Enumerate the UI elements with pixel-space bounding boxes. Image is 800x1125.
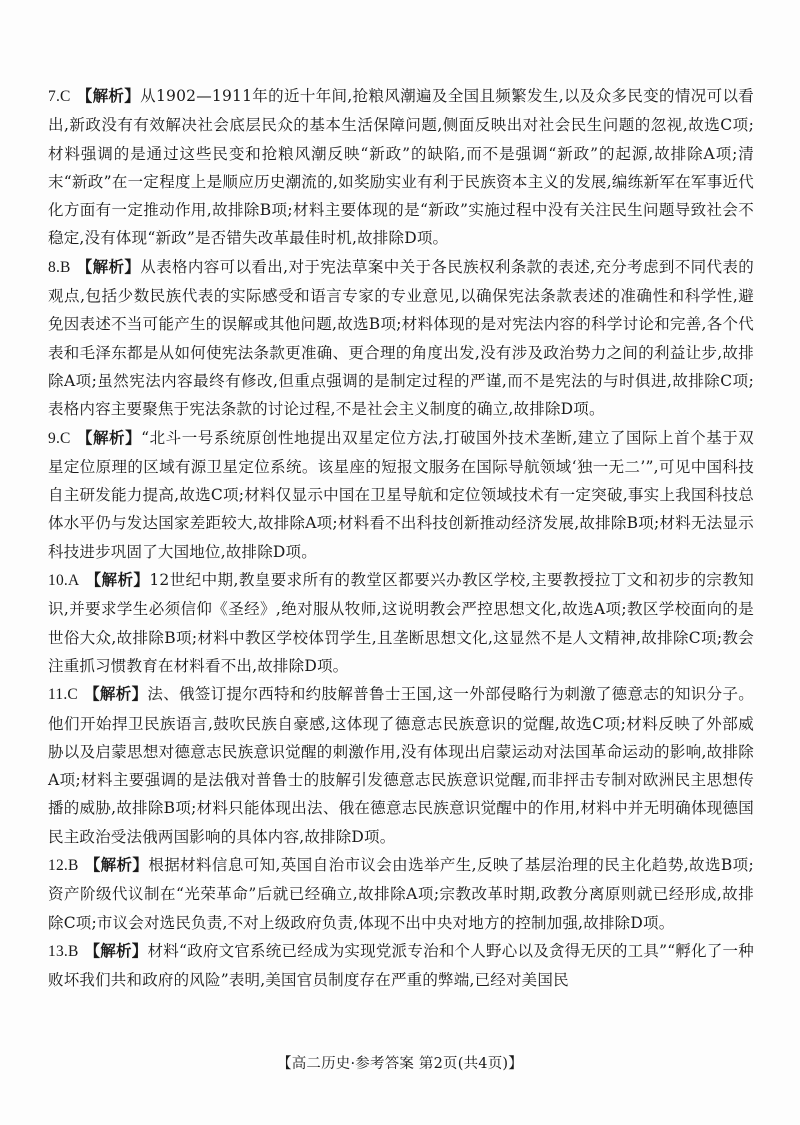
analysis-text: 从表格内容可以看出,对于宪法草案中关于各民族权利条款的表述,充分考虑到不同代表的观点,包括少数民族代表的实际感受和语言专家的专业意见,以确保宪法条款表述的准确性和科学性,避免因表述不当可能产生的误解或其他问题,故选B项;材料体现的是对宪法内容的科学讨论和完善,各个代表和毛泽东都是从如何使宪法条款更准确、更合理的角度出发,没有涉及政治势力之间的利益让步,故排除A项;虽然宪法内容最终有修改,但重点强调的是制定过程的严谨,而不是宪法的与时俱进,故排除C项;表格内容主要聚焦于宪法条款的讨论过程,不是社会主义制度的确立,故排除D项。	[48, 257, 754, 419]
question-number: 7.C	[48, 88, 71, 105]
answer-item-11	[48, 680, 754, 851]
question-number: 8.B	[48, 258, 71, 276]
question-number: 12.B	[48, 857, 79, 875]
analysis-tag: 【解析】	[85, 570, 150, 590]
analysis-tag: 【解析】	[84, 940, 148, 960]
answer-item-7	[48, 82, 754, 253]
analysis-text: 法、俄签订提尔西特和约肢解普鲁士王国,这一外部侵略行为刺激了德意志的知识分子。他们开始捍卫民族语言,鼓吹民族自豪感,这体现了德意志民族意识的觉醒,故选C项;材料反映了外部威胁以及启蒙思想对德意志民族意识觉醒的刺激作用,没有体现出启蒙运动对法国革命运动的影响,故排除A项;材料主要强调的是法俄对普鲁士的肢解引发德意志民族意识觉醒,而非抨击专制对欧洲民主思想传播的威胁,故排除B项;材料只能体现出法、俄在德意志民族意识觉醒中的作用,材料中并无明确体现德国民主政治受法俄两国影响的具体内容,故排除D项。	[48, 685, 754, 846]
question-number: 13.B	[48, 942, 79, 960]
page-footer: 【高二历史·参考答案 第2页(共4页)】	[277, 1056, 523, 1072]
analysis-text: 材料“政府文官系统已经成为实现党派专治和个人野心以及贪得无厌的工具”“孵化了一种败坏我们共和政府的风险”表明,美国官员制度存在严重的弊端,已经对美国民	[48, 941, 754, 990]
analysis-text: “北斗一号系统原创性地提出双星定位方法,打破国外技术垄断,建立了国际上首个基于双星定位原理的区域有源卫星定位系统。该星座的短报文服务在国际导航领域‘独一无二’”,可见中国科技自主研发能力提高,故选C项;材料仅显示中国在卫星导航和定位领域技术有一定突破,事实上我国科技总体水平仍与发达国家差距较大,故排除A项;材料看不出科技创新推动经济发展,故排除B项;材料无法显示科技进步巩固了大国地位,故排除D项。	[48, 428, 754, 561]
question-number: 10.A	[48, 572, 80, 590]
analysis-text: 根据材料信息可知,英国自治市议会由选举产生,反映了基层治理的民主化趋势,故选B项;资产阶级代议制在“光荣革命”后就已经确立,故排除A项;宗教改革时期,政教分离原则就已经形成,故排除C项;市议会对选民负责,不对上级政府负责,体现不出中央对地方的控制加强,故排除D项。	[48, 856, 754, 932]
answer-item-13	[48, 937, 754, 995]
analysis-tag: 【解析】	[76, 86, 141, 105]
analysis-tag: 【解析】	[84, 855, 149, 875]
answer-item-8	[48, 253, 754, 424]
answer-item-10	[48, 566, 754, 680]
answer-item-9	[48, 424, 754, 566]
analysis-text: 12世纪中期,教皇要求所有的教堂区都要兴办教区学校,主要教授拉丁文和初步的宗教知识,并要求学生必须信仰《圣经》,绝对服从牧师,这说明教会严控思想文化,故选A项;教区学校面向的是世俗大众,故排除B项;材料中教区学校体罚学生,且垄断思想文化,这显然不是人文精神,故排除C项;教会注重抓习惯教育在材料看不出,故排除D项。	[48, 571, 754, 675]
answer-item-12	[48, 851, 754, 937]
question-number: 9.C	[48, 429, 71, 447]
analysis-tag: 【解析】	[76, 256, 141, 276]
analysis-text: 从1902—1911年的近十年间,抢粮风潮遍及全国且频繁发生,以及众多民变的情况可以看出,新政没有有效解决社会底层民众的基本生活保障问题,侧面反映出对社会民生问题的忽视,故选C项;材料强调的是通过这些民变和抢粮风潮反映“新政”的缺陷,而不是强调“新政”的起源,故排除A项;清末“新政”在一定程度上是顺应历史潮流的,如奖励实业有利于民族资本主义的发展,编练新军在军事近代化方面有一定推动作用,故排除B项;材料主要体现的是“新政”实施过程中没有关注民生问题导致社会不稳定,没有体现“新政”是否错失改革最佳时机,故排除D项。	[48, 87, 754, 248]
analysis-tag: 【解析】	[83, 684, 148, 704]
analysis-tag: 【解析】	[76, 427, 142, 447]
answer-content	[48, 82, 754, 995]
question-number: 11.C	[48, 686, 78, 704]
